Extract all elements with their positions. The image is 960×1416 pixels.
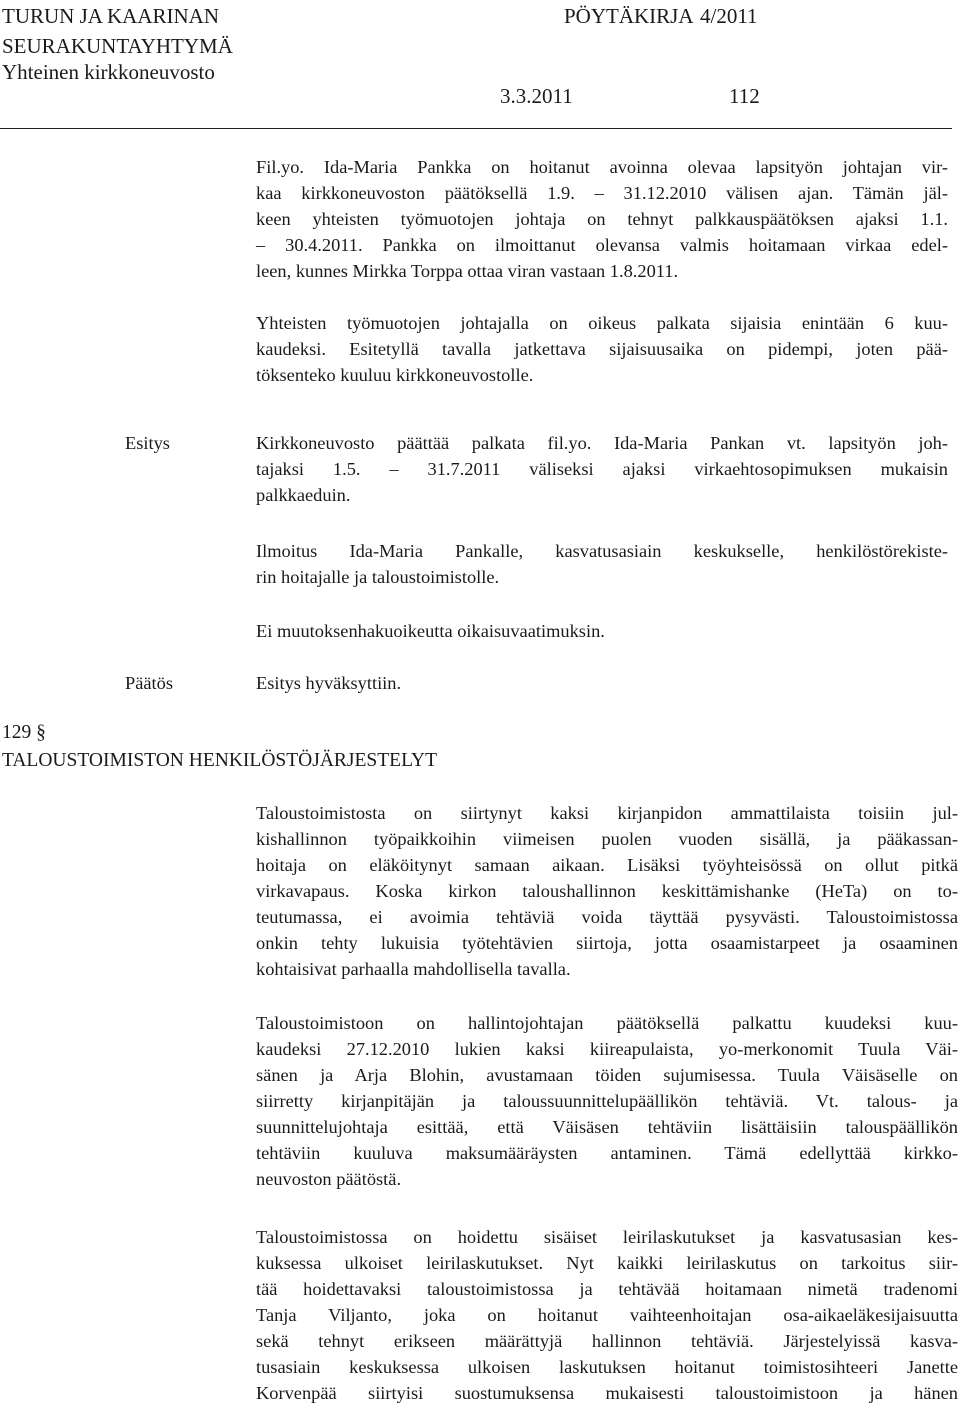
org-name-line1: TURUN JA KAARINAN [2, 4, 220, 28]
header-divider [0, 128, 952, 129]
text-line: Fil.yo. Ida-Maria Pankka on hoitanut avoinna olevaa lapsityön johtajan vir- [256, 157, 948, 177]
text-line: kuksessa ulkoiset leirilaskutukset. Nyt kaikki leirilaskutus on tarkoitus siir- [256, 1253, 958, 1273]
text-line: tehtäviin kuuluva maksumääräysten antaminen. Tämä edellyttää kirkko- [256, 1143, 958, 1163]
body-name: Yhteinen kirkkoneuvosto [2, 60, 215, 84]
section-paragraph-2 [256, 1010, 958, 1192]
text-line: tajaksi 1.5. – 31.7.2011 väliseksi ajaksi virkaehtosopimuksen mukaisin [256, 459, 948, 479]
text-line: palkkaeduin. [256, 485, 351, 505]
text-line: keen yhteisten työmuotojen johtaja on tehnyt palkkauspäätöksen ajaksi 1.1. [256, 209, 948, 229]
text-line: Esitys hyväksyttiin. [256, 673, 402, 693]
section-paragraph-3 [256, 1224, 958, 1406]
doc-type: PÖYTÄKIRJA [564, 4, 694, 28]
section-paragraph-1 [256, 800, 958, 982]
org-name-line2: SEURAKUNTAYHTYMÄ [2, 34, 233, 58]
text-line: kishallinnon työpaikkoihin viimeisen puolen vuoden sisällä, ja pääkassan- [256, 829, 958, 849]
text-line: töksenteko kuuluu kirkkoneuvostolle. [256, 365, 534, 385]
text-line: Taloustoimistosta on siirtynyt kaksi kirjanpidon ammattilaista toisiin jul- [256, 803, 958, 823]
decision-text [256, 670, 948, 696]
text-line: – 30.4.2011. Pankka on ilmoittanut olevansa valmis hoitamaan virkaa edel- [256, 235, 948, 255]
text-line: Ei muutoksenhakuoikeutta oikaisuvaatimuksin. [256, 621, 605, 641]
text-line: Taloustoimistoon on hallintojohtajan päätöksellä palkattu kuudeksi kuu- [256, 1013, 958, 1033]
text-line: tusasiain keskuksessa ulkoisen laskutuksen hoitanut toimistosihteeri Janette [256, 1357, 958, 1377]
proposal-label: Esitys [125, 433, 170, 453]
text-line: hoitaja on eläköitynyt samaan aikaan. Lisäksi työyhteisössä on ollut pitkä [256, 855, 958, 875]
text-line: suunnittelujohtaja esittää, että Väisäsen tehtäviin lisättäisiin talouspäällikön [256, 1117, 958, 1137]
text-line: neuvoston päätöstä. [256, 1169, 402, 1189]
text-line: Tanja Viljanto, joka on hoitanut vaihteenhoitajan osa-aikaeläkesijaisuutta [256, 1305, 958, 1325]
section-title: TALOUSTOIMISTON HENKILÖSTÖJÄRJESTELYT [2, 750, 438, 771]
meeting-date: 3.3.2011 [500, 84, 573, 108]
text-line: onkin tehty lukuisia työtehtävien siirtoja, jotta osaamistarpeet ja osaaminen [256, 933, 958, 953]
prior-case-paragraph-2 [256, 310, 948, 388]
no-appeal-text [256, 618, 948, 644]
text-line: kaa kirkkoneuvoston päätöksellä 1.9. – 31.12.2010 välisen ajan. Tämän jäl- [256, 183, 948, 203]
text-line: siirretty kirjanpitäjän ja taloussuunnittelupäällikön tehtäviä. Vt. talous- ja [256, 1091, 958, 1111]
text-line: Yhteisten työmuotojen johtajalla on oikeus palkata sijaisia enintään 6 kuu- [256, 313, 948, 333]
prior-case-paragraph-1 [256, 154, 948, 284]
proposal-text [256, 430, 948, 508]
notice-text [256, 538, 948, 590]
text-line: teutumassa, ei avoimia tehtäviä voida täyttää pysyvästi. Taloustoimistossa [256, 907, 958, 927]
text-line: rin hoitajalle ja taloustoimistolle. [256, 567, 500, 587]
text-line: Korvenpää siirtyisi suostumuksensa mukaisesti taloustoimistoon ja hänen [256, 1383, 958, 1403]
text-line: Taloustoimistossa on hoidettu sisäiset leirilaskutukset ja kasvatusasian kes- [256, 1227, 958, 1247]
page-number: 112 [729, 84, 760, 108]
text-line: leen, kunnes Mirkka Torppa ottaa viran vastaan 1.8.2011. [256, 261, 679, 281]
text-line: virkavapaus. Koska kirkon taloushallinnon keskittämishanke (HeTa) on to- [256, 881, 958, 901]
text-line: Kirkkoneuvosto päättää palkata fil.yo. Ida-Maria Pankan vt. lapsityön joh- [256, 433, 948, 453]
text-line: kaudeksi 27.12.2010 lukien kaksi kiireapulaista, yo-merkonomit Tuula Väi- [256, 1039, 958, 1059]
text-line: kaudeksi. Esitetyllä tavalla jatkettava sijaisuusaika on pidempi, joten pää- [256, 339, 948, 359]
section-number: 129 § [2, 722, 46, 743]
text-line: tää hoidettavaksi taloustoimistossa ja tehtävää hoitamaan nimetä tradenomi [256, 1279, 958, 1299]
text-line: kohtaisivat parhaalla mahdollisella tavalla. [256, 959, 571, 979]
decision-label: Päätös [125, 673, 174, 693]
text-line: Ilmoitus Ida-Maria Pankalle, kasvatusasiain keskukselle, henkilöstörekiste- [256, 541, 948, 561]
doc-number: 4/2011 [700, 4, 758, 28]
text-line: sekä tehnyt erikseen määrättyjä hallinnon tehtäviä. Järjestelyissä kasva- [256, 1331, 958, 1351]
text-line: sänen ja Arja Blohin, avustamaan töiden sujumisessa. Tuula Väisäselle on [256, 1065, 958, 1085]
